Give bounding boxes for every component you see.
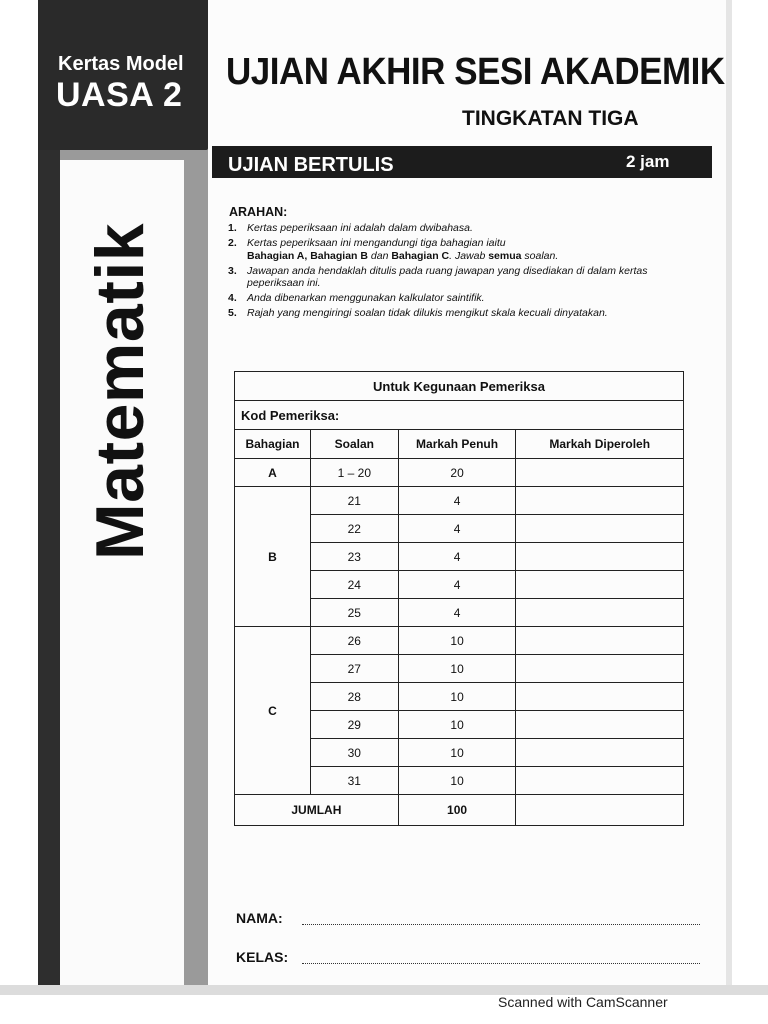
series-badge bbox=[38, 0, 208, 150]
instructions-heading: ARAHAN: bbox=[229, 205, 288, 219]
full-marks-cell: 10 bbox=[398, 683, 516, 711]
question-cell: 22 bbox=[310, 515, 398, 543]
table-header-row bbox=[235, 430, 684, 459]
scanner-watermark: Scanned with CamScanner bbox=[498, 994, 668, 1010]
full-marks-cell: 20 bbox=[398, 459, 516, 487]
full-marks-cell: 4 bbox=[398, 543, 516, 571]
section-cell: C bbox=[235, 627, 311, 795]
exam-level: TINGKATAN TIGA bbox=[462, 107, 639, 130]
column-header: Markah Penuh bbox=[398, 430, 516, 459]
full-marks-cell: 10 bbox=[398, 711, 516, 739]
table-row bbox=[235, 459, 684, 487]
instruction-item: 5. Rajah yang mengiringi soalan tidak dilukis mengikut skala kecuali dinyatakan. bbox=[228, 307, 608, 319]
question-cell: 28 bbox=[310, 683, 398, 711]
instruction-item: 1. Kertas peperiksaan ini adalah dalam dwibahasa. bbox=[228, 222, 473, 234]
question-cell: 31 bbox=[310, 767, 398, 795]
question-cell: 23 bbox=[310, 543, 398, 571]
class-field[interactable] bbox=[302, 963, 700, 964]
examiner-code-label: Kod Pemeriksa: bbox=[235, 401, 684, 430]
exam-duration: 2 jam bbox=[626, 152, 670, 171]
column-header: Soalan bbox=[310, 430, 398, 459]
obtained-marks-cell[interactable] bbox=[516, 571, 684, 599]
full-marks-cell: 10 bbox=[398, 655, 516, 683]
column-header: Bahagian bbox=[235, 430, 311, 459]
table-title: Untuk Kegunaan Pemeriksa bbox=[235, 372, 684, 401]
marks-table bbox=[234, 371, 684, 826]
full-marks-cell: 4 bbox=[398, 599, 516, 627]
question-cell: 29 bbox=[310, 711, 398, 739]
obtained-marks-cell[interactable] bbox=[516, 487, 684, 515]
question-cell: 30 bbox=[310, 739, 398, 767]
series-title: UASA 2 bbox=[56, 76, 183, 114]
obtained-marks-cell[interactable] bbox=[516, 767, 684, 795]
instruction-item: 2. Kertas peperiksaan ini mengandungi tiga bahagian iaitu Bahagian A, Bahagian B dan Bahagian C. Jawab semua soalan. bbox=[228, 237, 559, 262]
table-title-row bbox=[235, 372, 684, 401]
obtained-marks-cell[interactable] bbox=[516, 683, 684, 711]
instructions-list bbox=[228, 222, 648, 322]
full-marks-cell: 4 bbox=[398, 515, 516, 543]
page-edge bbox=[726, 0, 732, 995]
total-row bbox=[235, 795, 684, 826]
question-cell: 27 bbox=[310, 655, 398, 683]
question-cell: 26 bbox=[310, 627, 398, 655]
question-cell: 24 bbox=[310, 571, 398, 599]
obtained-marks-cell[interactable] bbox=[516, 739, 684, 767]
subject-title: Matematik bbox=[82, 222, 158, 560]
column-header: Markah Diperoleh bbox=[516, 430, 684, 459]
full-marks-cell: 10 bbox=[398, 627, 516, 655]
obtained-marks-cell[interactable] bbox=[516, 711, 684, 739]
obtained-marks-cell[interactable] bbox=[516, 627, 684, 655]
instruction-item: 3. Jawapan anda hendaklah ditulis pada ruang jawapan yang disediakan di dalam kertas peperiksaan ini. bbox=[228, 264, 648, 289]
obtained-marks-cell[interactable] bbox=[516, 515, 684, 543]
full-marks-cell: 10 bbox=[398, 767, 516, 795]
section-cell: A bbox=[235, 459, 311, 487]
marks-table-body bbox=[235, 459, 684, 795]
obtained-marks-cell[interactable] bbox=[516, 459, 684, 487]
total-obtained-marks[interactable] bbox=[516, 795, 684, 826]
full-marks-cell: 4 bbox=[398, 487, 516, 515]
instruction-item: 4. Anda dibenarkan menggunakan kalkulator saintifik. bbox=[228, 292, 485, 304]
class-label: KELAS: bbox=[236, 949, 289, 965]
question-cell: 25 bbox=[310, 599, 398, 627]
name-label: NAMA: bbox=[236, 910, 283, 926]
exam-title: UJIAN AKHIR SESI AKADEMIK bbox=[226, 51, 725, 93]
obtained-marks-cell[interactable] bbox=[516, 543, 684, 571]
full-marks-cell: 10 bbox=[398, 739, 516, 767]
name-field[interactable] bbox=[302, 924, 700, 925]
total-full-marks: 100 bbox=[398, 795, 516, 826]
full-marks-cell: 4 bbox=[398, 571, 516, 599]
question-cell: 21 bbox=[310, 487, 398, 515]
obtained-marks-cell[interactable] bbox=[516, 655, 684, 683]
table-row bbox=[235, 487, 684, 515]
examiner-code-row bbox=[235, 401, 684, 430]
section-cell: B bbox=[235, 487, 311, 627]
table-row bbox=[235, 627, 684, 655]
exam-type: UJIAN BERTULIS bbox=[228, 154, 394, 176]
total-label: JUMLAH bbox=[235, 795, 399, 826]
obtained-marks-cell[interactable] bbox=[516, 599, 684, 627]
question-cell: 1 – 20 bbox=[310, 459, 398, 487]
series-label: Kertas Model bbox=[58, 53, 184, 75]
